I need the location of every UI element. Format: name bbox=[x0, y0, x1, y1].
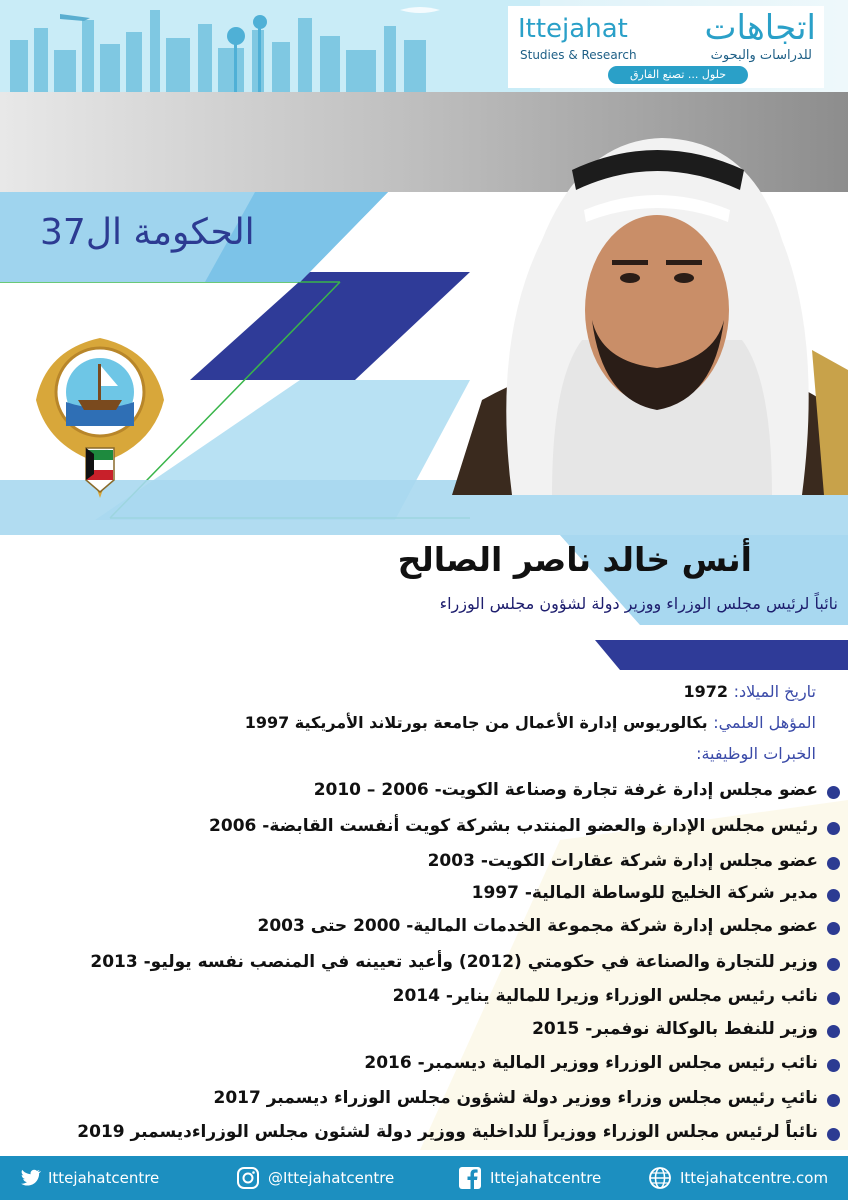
list-item: وزير للنفط بالوكالة نوفمبر- 2015 bbox=[532, 1019, 818, 1039]
education-label: المؤهل العلمي: bbox=[713, 713, 816, 732]
list-item: نائباً لرئيس مجلس الوزراء ووزيراً للداخلية ووزير دولة لشئون مجلس الوزراءديسمبر 2019 bbox=[77, 1122, 818, 1142]
birth-value: 1972 bbox=[683, 682, 729, 701]
brand-name-arabic: اتجاهات bbox=[704, 8, 816, 48]
globe-icon[interactable] bbox=[648, 1166, 672, 1190]
twitter-handle[interactable]: Ittejahatcentre bbox=[48, 1169, 160, 1187]
bullet-icon bbox=[827, 1025, 840, 1038]
government-label: الحكومة ال37 bbox=[40, 212, 255, 253]
brand-name-english: Ittejahat bbox=[518, 14, 628, 44]
person-name: أنس خالد ناصر الصالح bbox=[397, 540, 752, 579]
list-item: مدير شركة الخليج للوساطة المالية- 1997 bbox=[471, 883, 818, 903]
experience-heading bbox=[696, 744, 816, 763]
list-item: عضو مجلس إدارة شركة مجموعة الخدمات المالية- 2000 حتى 2003 bbox=[257, 916, 818, 936]
education-value: بكالوريوس إدارة الأعمال من جامعة بورتلاند الأمريكية 1997 bbox=[244, 713, 708, 732]
bullet-icon bbox=[827, 786, 840, 799]
facebook-icon[interactable] bbox=[458, 1166, 482, 1190]
twitter-icon[interactable] bbox=[18, 1166, 42, 1190]
brand-logo-box bbox=[508, 6, 824, 88]
bullet-icon bbox=[827, 992, 840, 1005]
bullet-icon bbox=[827, 1094, 840, 1107]
bullet-icon bbox=[827, 857, 840, 870]
list-item: عضو مجلس إدارة غرفة تجارة وصناعة الكويت- 2006 – 2010 bbox=[313, 780, 818, 800]
portrait-photo bbox=[452, 100, 848, 495]
bullet-icon bbox=[827, 822, 840, 835]
experience-label: الخبرات الوظيفية: bbox=[696, 744, 816, 763]
birth-label: تاريخ الميلاد: bbox=[733, 682, 816, 701]
bullet-icon bbox=[827, 1128, 840, 1141]
website-link[interactable]: Ittejahatcentre.com bbox=[680, 1169, 829, 1187]
bullet-icon bbox=[827, 922, 840, 935]
bullet-icon bbox=[827, 958, 840, 971]
birth-date-row bbox=[684, 682, 817, 701]
list-item: نائب رئيس مجلس الوزراء ووزير المالية ديسمبر- 2016 bbox=[364, 1053, 818, 1073]
list-item: نائب رئيس مجلس الوزراء وزيرا للمالية يناير- 2014 bbox=[392, 986, 818, 1006]
brand-slogan: حلول ... تصنع الفارق bbox=[608, 66, 748, 84]
brand-subtitle-english: Studies & Research bbox=[520, 48, 637, 62]
person-title: نائباً لرئيس مجلس الوزراء ووزير دولة لشؤون مجلس الوزراء bbox=[439, 594, 838, 613]
list-item: رئيس مجلس الإدارة والعضو المنتدب بشركة كويت أنفست القابضة- 2006 bbox=[209, 816, 818, 836]
list-item: نائبِ رئيس مجلس وزراء ووزير دولة لشؤون مجلس الوزراء ديسمبر 2017 bbox=[213, 1088, 818, 1108]
kuwait-emblem-icon bbox=[26, 330, 174, 498]
instagram-icon[interactable] bbox=[236, 1166, 260, 1190]
facebook-handle[interactable]: Ittejahatcentre bbox=[490, 1169, 602, 1187]
header-banner bbox=[0, 0, 848, 92]
bullet-icon bbox=[827, 889, 840, 902]
instagram-handle[interactable]: @Ittejahatcentre bbox=[268, 1169, 395, 1187]
list-item: وزير للتجارة والصناعة في حكومتي (2012) وأعيد تعيينه في المنصب نفسه يوليو- 2013 bbox=[90, 952, 818, 972]
bullet-icon bbox=[827, 1059, 840, 1072]
brand-subtitle-arabic: للدراسات والبحوث bbox=[710, 48, 812, 63]
list-item: عضو مجلس إدارة شركة عقارات الكويت- 2003 bbox=[427, 851, 818, 871]
footer-bar bbox=[0, 1156, 848, 1200]
city-skyline-illustration bbox=[0, 0, 540, 92]
education-row bbox=[245, 713, 816, 732]
